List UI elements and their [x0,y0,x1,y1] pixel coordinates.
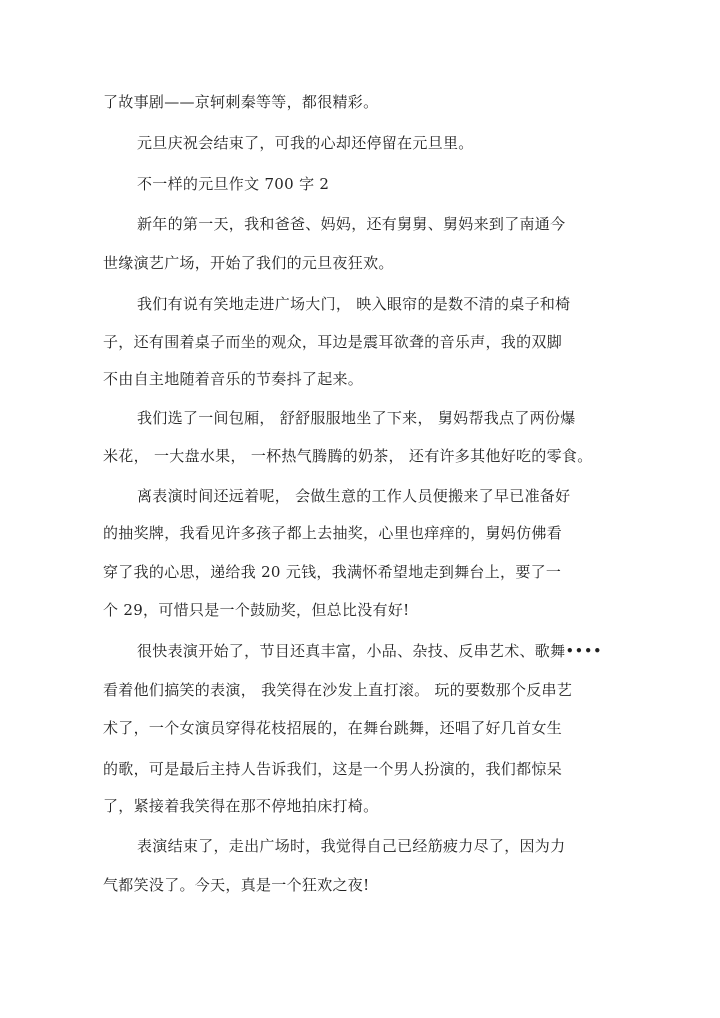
text-line: 不由自主地随着音乐的节奏抖了起来。 [103,370,364,388]
text-line: 米花， 一大盘水果， 一杯热气腾腾的奶茶， 还有许多其他好吃的零食。 [103,447,593,465]
text-line: 穿了我的心思，递给我 20 元钱，我满怀希望地走到舞台上，要了一 [103,563,562,581]
section-heading: 不一样的元旦作文 700 字 2 [137,175,330,193]
text-line: 了故事剧——京轲刺秦等等，都很精彩。 [103,93,379,111]
text-line: 元旦庆祝会结束了，可我的心却还停留在元旦里。 [137,134,474,152]
text-line: 新年的第一天，我和爸爸、妈妈，还有舅舅、舅妈来到了南通今 [137,215,566,233]
text-line: 离表演时间还远着呢， 会做生意的工作人员便搬来了早已准备好 [137,487,571,505]
text-line: 个 29，可惜只是一个鼓励奖，但总比没有好! [103,601,410,619]
text-line: 了，紧接着我笑得在那不停地拍床打椅。 [103,797,379,815]
text-line: 世缘演艺广场，开始了我们的元旦夜狂欢。 [103,254,394,272]
text-line: 子，还有围着桌子而坐的观众，耳边是震耳欲聋的音乐声，我的双脚 [103,333,563,351]
text-line: 术了，一个女演员穿得花枝招展的，在舞台跳舞，还唱了好几首女生 [103,719,563,737]
text-line: 的歌，可是最后主持人告诉我们，这是一个男人扮演的，我们都惊呆 [103,760,563,778]
text-line: 我们有说有笑地走进广场大门， 映入眼帘的是数不清的桌子和椅 [137,295,571,313]
text-line: 很快表演开始了，节目还真丰富，小品、杂技、反串艺术、歌舞•••• [137,642,602,660]
text-line: 的抽奖牌，我看见许多孩子都上去抽奖，心里也痒痒的，舅妈仿佛看 [103,524,563,542]
text-line: 气都笑没了。今天，真是一个狂欢之夜! [103,876,370,894]
text-line: 表演结束了，走出广场时，我觉得自己已经筋疲力尽了，因为力 [137,837,566,855]
text-line: 我们选了一间包厢， 舒舒服服地坐了下来， 舅妈帮我点了两份爆 [137,409,576,427]
text-line: 看着他们搞笑的表演， 我笑得在沙发上直打滚。 玩的要数那个反串艺 [103,681,573,699]
